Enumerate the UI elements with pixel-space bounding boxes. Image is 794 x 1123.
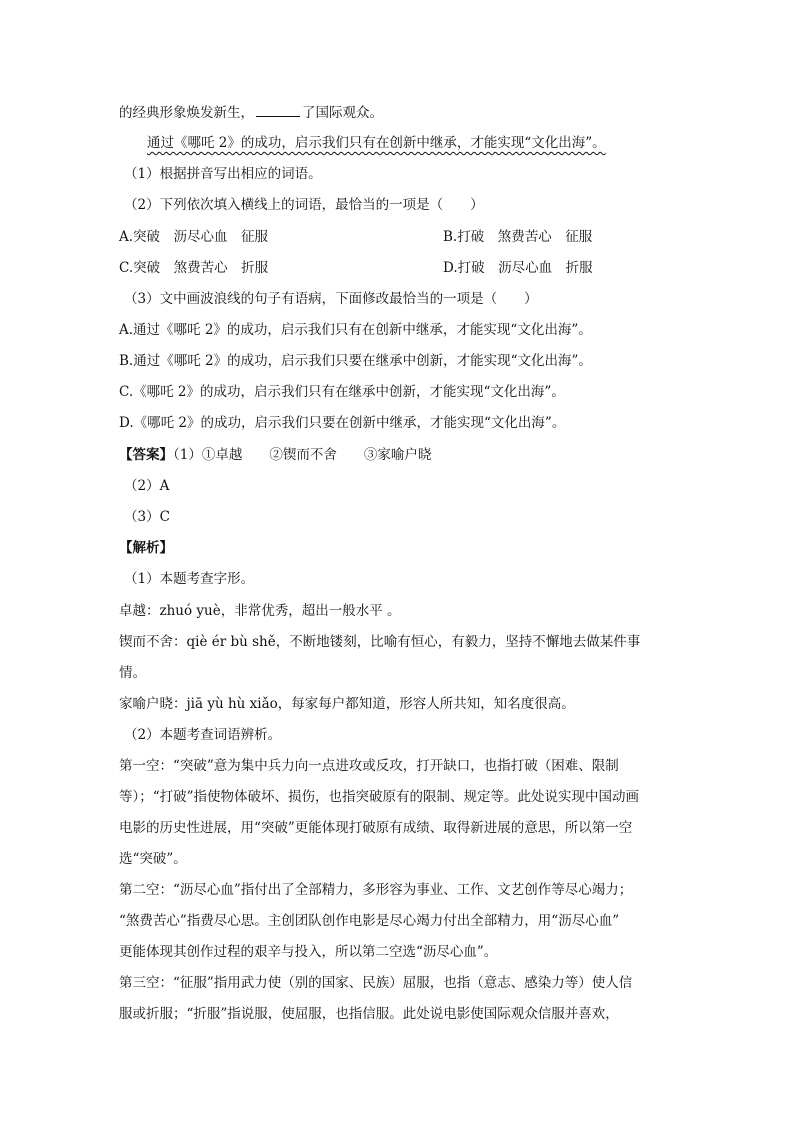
q3-option-c: C.《哪吒 2》的成功，启示我们只有在继承中创新，才能实现“文化出海”。 <box>119 384 565 400</box>
answer-2: （2）A <box>124 478 170 494</box>
answer-3: （3）C <box>124 509 170 525</box>
analysis-line: （1）本题考查字形。 <box>124 571 255 587</box>
analysis-line: 第一空：“突破”意为集中兵力向一点进攻或反攻，打开缺口，也指打破（困难、限制 <box>119 758 619 774</box>
wavy-sentence <box>147 133 606 153</box>
q2-option-c: C.突破 煞费苦心 折服 <box>119 260 269 276</box>
analysis-label: 【解析】 <box>119 540 173 556</box>
analysis-line: 家喻户晓：jiā yù hù xiǎo，每家每户都知道，形容人所共知，知名度很高。 <box>119 696 575 712</box>
passage-text-before-blank: 的经典形象焕发新生， <box>119 105 254 121</box>
q3-option-d: D.《哪吒 2》的成功，启示我们只要在创新中继承，才能实现“文化出海”。 <box>119 415 566 431</box>
analysis-line: 情。 <box>119 665 146 681</box>
question-1: （1）根据拼音写出相应的词语。 <box>124 166 322 182</box>
analysis-line: （2）本题考查词语辨析。 <box>124 727 282 743</box>
question-2: （2）下列依次填入横线上的词语，最恰当的一项是（ ） <box>124 197 484 213</box>
q2-option-d: D.打破 沥尽心血 折服 <box>443 260 593 276</box>
q2-option-b: B.打破 煞费苦心 征服 <box>443 229 593 245</box>
q3-option-a: A.通过《哪吒 2》的成功，启示我们只有在创新中继承，才能实现“文化出海”。 <box>119 322 592 338</box>
answer-label: 【答案】 <box>119 447 173 463</box>
analysis-line: 第三空：“征服”指用武力使（别的国家、民族）屈服，也指（意志、感染力等）使人信 <box>119 975 633 991</box>
fill-blank <box>256 102 300 117</box>
analysis-line: 第二空：“沥尽心血”指付出了全部精力，多形容为事业、工作、文艺创作等尽心竭力； <box>119 882 633 898</box>
analysis-line: 电影的历史性进展，用“突破”更能体现打破原有成绩、取得新进展的意思，所以第一空 <box>119 820 633 836</box>
analysis-line: 服或折服；“折服”指说服，使屈服，也指信服。此处说电影使国际观众信服并喜欢， <box>119 1006 619 1022</box>
passage-text-after-blank: 了国际观众。 <box>302 105 383 121</box>
q2-option-a: A.突破 沥尽心血 征服 <box>119 229 269 245</box>
analysis-line: 锲而不舍：qiè ér bù shě，不断地镂刻，比喻有恒心，有毅力，坚持不懈地去做某件事 <box>119 634 641 650</box>
q3-option-b: B.通过《哪吒 2》的成功，启示我们只要在继承中创新，才能实现“文化出海”。 <box>119 353 592 369</box>
passage-line-1 <box>119 102 383 123</box>
answer-1: （1）①卓越 ②锲而不舍 ③家喻户晓 <box>173 447 432 463</box>
question-3: （3）文中画波浪线的句子有语病，下面修改最恰当的一项是（ ） <box>124 291 538 307</box>
answer-line-1 <box>119 445 431 465</box>
analysis-line: 选“突破”。 <box>119 851 187 867</box>
analysis-line: “煞费苦心”指费尽心思。主创团队创作电影是尽心竭力付出全部精力，用“沥尽心血” <box>119 913 620 929</box>
analysis-line: 卓越：zhuó yuè，非常优秀，超出一般水平 。 <box>119 603 401 619</box>
wavy-underlined-text: 通过《哪吒 2》的成功，启示我们只有在创新中继承，才能实现“文化出海”。 <box>147 135 606 151</box>
analysis-line: 更能体现其创作过程的艰辛与投入，所以第二空选“沥尽心血”。 <box>119 944 498 960</box>
analysis-line: 等）；“打破”指使物体破坏、损伤，也指突破原有的限制、规定等。此处说实现中国动画 <box>119 789 640 805</box>
